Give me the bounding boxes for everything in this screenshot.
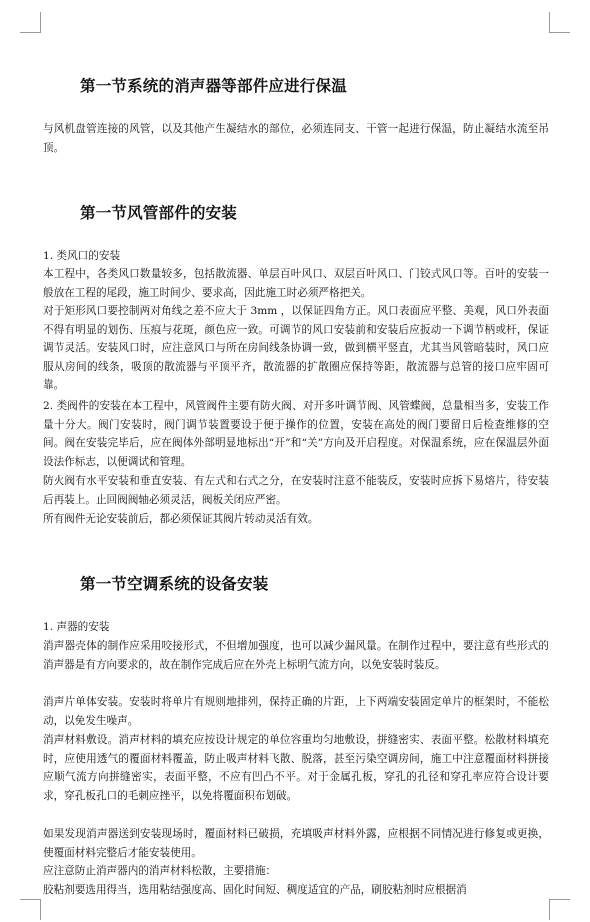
crop-mark-top-right [549, 12, 570, 33]
paragraph: 消声器壳体的制作应采用咬接形式，不但增加强度，也可以减少漏风量。在制作过程中，要注意有些形式的消声器是有方向要求的，故在制作完成后应在外壳上标明气流方向，以免安装时装反。 [43, 640, 549, 671]
crop-mark-top-left [20, 12, 41, 33]
paragraph: 如果发现消声器送到安装现场时，覆面材料已破损，充填吸声材料外露，应根据不同情况进行修复或更换，使覆面材料完整后才能安装使用。 [43, 828, 549, 859]
paragraph: 与风机盘管连接的风管，以及其他产生凝结水的部位，必须连同支、干管一起进行保温，防止凝结水流至吊顶。 [43, 123, 549, 154]
crop-mark-bottom-left [20, 899, 41, 920]
paragraph: 消声片单体安装。安装时将单片有规则地排列，保持正确的片距，上下两端安装固定单片的框架时，不能松动，以免发生噪声。 [43, 696, 549, 727]
list-item-heading: 1. 类风口的安装 [43, 250, 121, 262]
paragraph: 消声材料敷设。消声材料的填充应按设计规定的单位容重均匀地敷设，拼缝密实、表面平整。松散材料填充时，应使用透气的覆面材料覆盖，防止吸声材料飞散、脱落，甚至污染空调房间，施工中注意覆面材料拼接应顺气流方向拼缝密实，表面平整，不应有凹凸不平。对于金属孔板，穿孔的孔径和穿孔率应符合设计要求，穿孔板孔口的毛刺应挫平，以免将覆面积布划破。 [43, 734, 549, 802]
paragraph: 2. 类阀件的安装在本工程中，风管阀件主要有防火阀、对开多叶调节阀、风管蝶阀，总量相当多，安装工作量十分大。阀门安装时，阀门调节装置要设于便于操作的位置，安装在高处的阀门要留日后检查维修的空间。阀在安装完毕后，应在阀体外部明显地标出“开”和“关”方向及开启程度。对保温系统，应在保温层外面设法作标志，以便调试和管理。 [43, 400, 549, 468]
paragraph: 应注意防止消声器内的消声材料松散，主要措施： [43, 865, 277, 877]
paragraph-truncated: 胶粘剂要选用得当，选用粘结强度高、固化时间短、稠度适宜的产品，刷胶粘剂时应根据消 [43, 884, 467, 896]
paragraph: 防火阀有水平安装和垂直安装、有左式和右式之分，在安装时注意不能装反，安装时应拆下易熔片，待安装后再装上。止回阀阀轴必须灵活，阀板关闭应严密。 [43, 475, 549, 506]
section-heading-duct-parts: 第一节风管部件的安装 [80, 203, 238, 222]
section-heading-insulation: 第一节系统的消声器等部件应进行保温 [80, 76, 347, 95]
list-item-heading: 1. 声器的安装 [43, 621, 110, 633]
paragraph: 对于矩形风口要控制两对角线之差不应大于 3mm ，以保证四角方正。风口表面应平整、美观，风口外表面不得有明显的划伤、压痕与花斑，颜色应一致。可调节的风口安装前和安装后应扳动一下调节柄或杆，保证调节灵活。安装风口时，应注意风口与所在房间线条协调一致，做到横平竖直，尤其当风管暗装时，风口应服从房间的线条，吸顶的散流器与平顶平齐，散流器的扩散圈应保持等距，散流器与总管的接口应牢固可靠。 [43, 305, 549, 391]
section-heading-equipment: 第一节空调系统的设备安装 [80, 574, 269, 593]
paragraph: 所有阀件无论安装前后，都必须保证其阀片转动灵活有效。 [43, 513, 319, 525]
paragraph: 本工程中，各类风口数量较多，包括散流器、单层百叶风口、双层百叶风口、门铰式风口等。百叶的安装一般放在工程的尾段，施工时间少、要求高，因此施工时必须严格把关。 [43, 268, 549, 299]
crop-mark-bottom-right [549, 899, 570, 920]
